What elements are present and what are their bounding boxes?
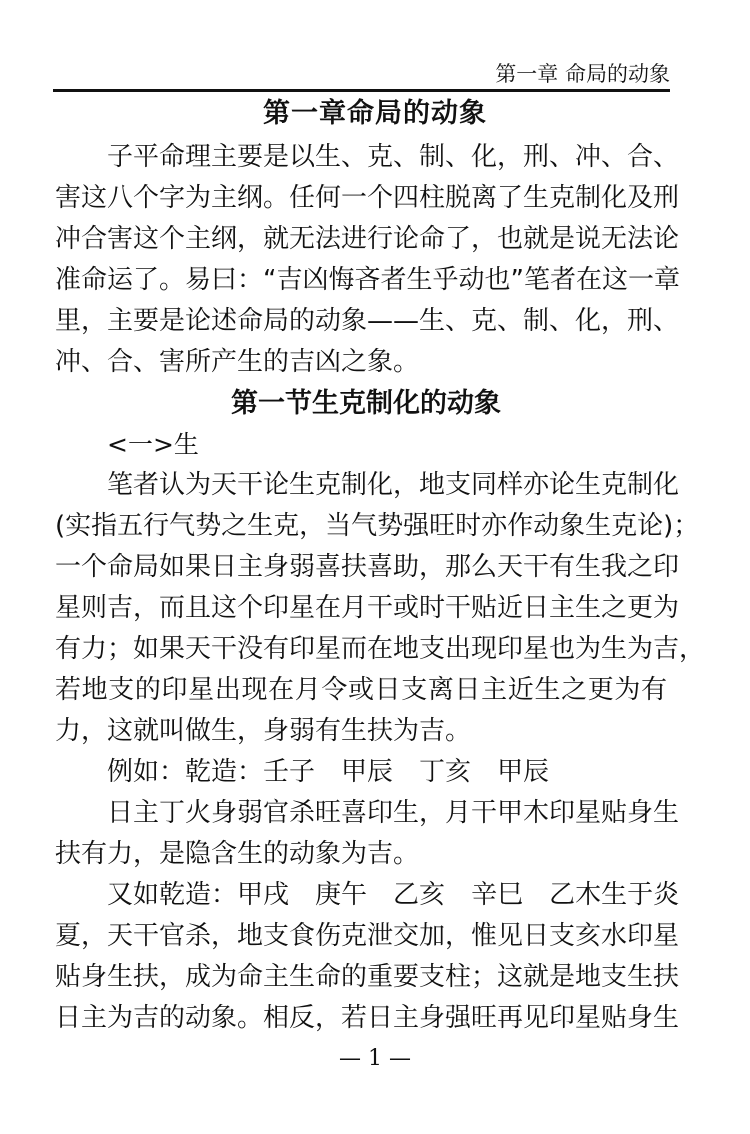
intro-line: 里，主要是论述命局的动象——生、克、制、化，刑、 <box>55 306 680 336</box>
subsection-heading: <一>生 <box>107 430 199 459</box>
example-label: 又如乾造： <box>107 880 238 910</box>
page-number: — 1 — <box>339 1046 411 1071</box>
pillar: 壬子 <box>263 757 316 787</box>
intro-line: 冲、合、害所产生的吉凶之象。 <box>55 347 420 377</box>
paragraph-line: 日主丁火身弱官杀旺喜印生，月干甲木印星贴身生 <box>107 798 680 828</box>
paragraph-line: (实指五行气势之生克，当气势强旺时亦作动象生克论)； <box>55 511 700 541</box>
page-body <box>55 137 706 1039</box>
paragraph-line: 若地支的印星出现在月令或日支离日主近生之更为有 <box>55 675 667 705</box>
paragraph-line: 扶有力，是隐含生的动象为吉。 <box>55 839 420 869</box>
pillar: 乙亥 <box>393 880 446 910</box>
pillar: 辛巳 <box>471 880 524 910</box>
intro-line: 子平命理主要是以生、克、制、化，刑、冲、合、 <box>107 142 680 172</box>
running-head: 第一章 命局的动象 <box>495 62 670 86</box>
paragraph-line: 笔者认为天干论生克制化，地支同样亦论生克制化 <box>107 470 680 500</box>
chapter-title: 第一章命局的动象 <box>263 98 487 129</box>
paragraph-line: 有力；如果天干没有印星而在地支出现印星也为生为吉， <box>55 634 706 664</box>
example-chart-1 <box>55 752 667 793</box>
pillar: 甲辰 <box>497 757 550 787</box>
header-rule <box>53 89 670 92</box>
paragraph-line: 夏，天干官杀，地支食伤克泄交加，惟见日支亥水印星 <box>55 921 680 951</box>
example-chart-2 <box>55 875 680 916</box>
paragraph-line: 力，这就叫做生，身弱有生扶为吉。 <box>55 716 472 746</box>
pillar: 甲辰 <box>341 757 394 787</box>
example-tail: 乙木生于炎 <box>549 880 680 910</box>
intro-line: 准命运了。易曰：“吉凶悔吝者生乎动也”笔者在这一章 <box>55 265 680 295</box>
example-label: 例如：乾造： <box>107 757 264 787</box>
paragraph-line: 日主为吉的动象。相反，若日主身强旺再见印星贴身生 <box>55 1003 680 1033</box>
paragraph-line: 星则吉，而且这个印星在月干或时干贴近日主生之更为 <box>55 593 680 623</box>
intro-line: 冲合害这个主纲，就无法进行论命了，也就是说无法论 <box>55 224 680 254</box>
paragraph-line: 一个命局如果日主身弱喜扶喜助，那么天干有生我之印 <box>55 552 680 582</box>
pillar: 甲戌 <box>237 880 290 910</box>
pillar: 庚午 <box>315 880 368 910</box>
paragraph-line: 贴身生扶，成为命主生命的重要支柱；这就是地支生扶 <box>55 962 680 992</box>
intro-line: 害这八个字为主纲。任何一个四柱脱离了生克制化及刑 <box>55 183 680 213</box>
pillar: 丁亥 <box>419 757 472 787</box>
section-title: 第一节生克制化的动象 <box>231 388 501 419</box>
